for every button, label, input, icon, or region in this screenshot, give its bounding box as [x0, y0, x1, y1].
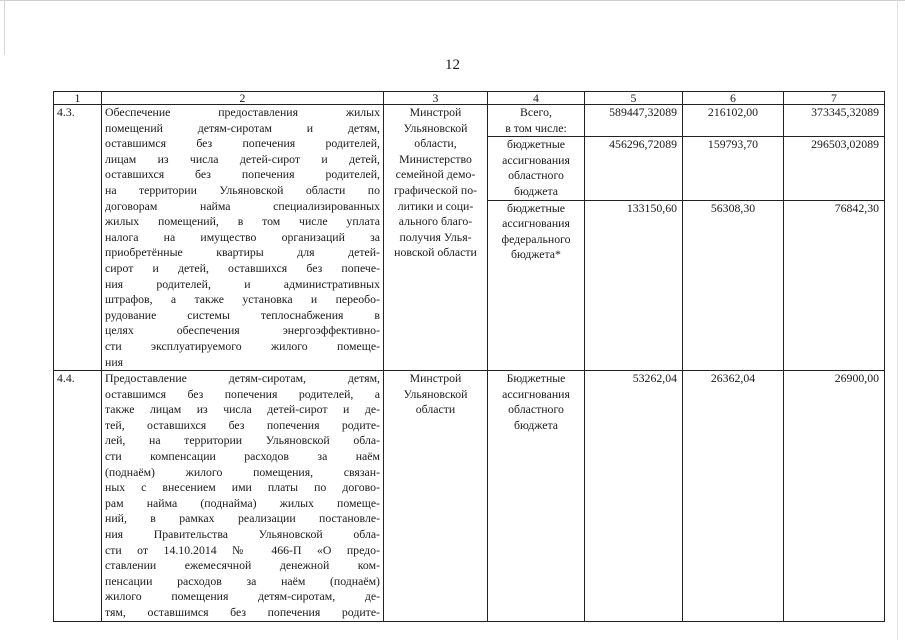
value-col6: 216102,00	[683, 105, 784, 137]
source-line: бюджета*	[511, 247, 561, 262]
source-line: ассигнования	[502, 152, 570, 167]
value-col6: 56308,30	[683, 200, 784, 371]
row-executor	[384, 105, 488, 371]
executor-line: графической по-	[393, 182, 478, 197]
description-line: тей, оставшихся без попечения родите-	[105, 417, 380, 432]
source-line: бюджета	[514, 417, 558, 432]
executor-line: литики и соци-	[397, 198, 474, 213]
source-line: федерального	[501, 231, 571, 246]
description-line: ставлении ежемесячной денежной ком-	[105, 558, 380, 573]
table-row-4-4	[54, 371, 885, 622]
description-line: ния Правительства Ульяновской обла-	[105, 527, 380, 542]
source-line: областного	[508, 168, 564, 183]
description-line: ных с внесением ими платы по догово-	[105, 480, 380, 495]
description-line: ний, в рамках реализации постановле-	[105, 511, 380, 526]
col-header-6: 6	[683, 92, 784, 105]
executor-line: получия Улья-	[399, 229, 472, 244]
source-line: бюджетные	[506, 200, 566, 215]
description-line: лей, на территории Ульяновской обла-	[105, 433, 380, 448]
description-line: рам найма (поднайма) жилых помеще-	[105, 495, 380, 510]
description-line: сирот и детей, оставшихся без попече-	[105, 260, 380, 275]
col-header-1: 1	[54, 92, 102, 105]
scan-edge-right	[897, 0, 898, 640]
value-col7: 373345,32089	[784, 105, 885, 137]
executor-line: Ульяновской	[403, 120, 468, 135]
description-line: Обеспечение предоставления жилых	[105, 105, 380, 119]
description-line: сти компенсации расходов за наём	[105, 449, 380, 464]
value-col7: 76842,30	[784, 200, 885, 371]
description-line: тям, оставшимся без попечения родите-	[105, 605, 380, 619]
col-header-2: 2	[102, 92, 384, 105]
col-header-7: 7	[784, 92, 885, 105]
executor-line: Министерство	[399, 151, 472, 166]
source-line: ассигнования	[502, 386, 570, 401]
source-regional	[488, 137, 585, 200]
row-number: 4.4.	[54, 371, 102, 622]
col-header-3: 3	[384, 92, 488, 105]
page-number: 12	[445, 57, 460, 73]
description-line: Предоставление детям-сиротам, детям,	[105, 371, 380, 386]
value-col5: 589447,32089	[585, 105, 683, 137]
scan-edge-left	[4, 0, 5, 55]
description-line: целях обеспечения энергоэффективно-	[105, 323, 380, 338]
executor-line: новской области	[394, 245, 477, 260]
description-line: также лицам из числа детей-сирот и де-	[105, 402, 380, 417]
source-federal	[488, 200, 585, 371]
value-col6: 26362,04	[683, 371, 784, 622]
col-header-4: 4	[488, 92, 585, 105]
description-line: приобретённые квартиры для детей-	[105, 245, 380, 260]
source-line: бюджета	[514, 183, 558, 198]
description-line: ния родителей, и административных	[105, 276, 380, 291]
executor-line: Минстрой	[409, 371, 462, 386]
source-regional	[488, 371, 585, 622]
budget-table	[53, 91, 885, 622]
value-col5: 133150,60	[585, 200, 683, 371]
value-col7: 296503,02089	[784, 137, 885, 200]
table-row-4-3	[54, 105, 885, 137]
source-line: Бюджетные	[506, 371, 566, 386]
description-line: оставшихся без попечения родителей,	[105, 167, 380, 182]
row-number: 4.3.	[54, 105, 102, 371]
executor-line: ального благо-	[398, 214, 473, 229]
source-line: областного	[508, 402, 564, 417]
executor-line: области	[415, 402, 456, 417]
description-line: жилого помещения детям-сиротам, де-	[105, 589, 380, 604]
source-line: бюджетные	[506, 137, 566, 152]
description-line: оставшимся без попечения родителей, а	[105, 386, 380, 401]
header-row	[54, 92, 885, 105]
row-description	[102, 105, 384, 371]
col-header-5: 5	[585, 92, 683, 105]
description-line: (поднаём) жилого помещения, связан-	[105, 464, 380, 479]
executor-line: Ульяновской	[403, 386, 468, 401]
description-line: на территории Ульяновской области по	[105, 182, 380, 197]
description-line: ния	[105, 354, 124, 369]
description-line: налога на имущество организаций за	[105, 229, 380, 244]
source-line: Всего,	[520, 105, 552, 119]
value-col7: 26900,00	[784, 371, 885, 622]
description-line: штрафов, а также установка и переобо-	[105, 292, 380, 307]
executor-line: области,	[414, 136, 457, 151]
source-line: ассигнования	[502, 216, 570, 231]
description-line: оставшимся без попечения родителей,	[105, 136, 380, 151]
source-line: в том числе:	[505, 120, 567, 135]
value-col5: 53262,04	[585, 371, 683, 622]
description-line: сти от 14.10.2014 № 466-П «О предо-	[105, 542, 380, 557]
source-total	[488, 105, 585, 137]
description-line: помещений детям-сиротам и детям,	[105, 120, 380, 135]
value-col5: 456296,72089	[585, 137, 683, 200]
value-col6: 159793,70	[683, 137, 784, 200]
budget-table-wrapper	[53, 91, 879, 640]
executor-line: семейной демо-	[395, 167, 476, 182]
description-line: лицам из числа детей-сирот и детей,	[105, 151, 380, 166]
description-line: жилых помещений, в том числе уплата	[105, 214, 380, 229]
description-line: пенсации расходов за наём (поднаём)	[105, 573, 380, 588]
scan-edge-top	[0, 0, 905, 1]
description-line: сти эксплуатируемого жилого помеще-	[105, 338, 380, 353]
executor-line: Минстрой	[409, 105, 462, 119]
row-description	[102, 371, 384, 622]
description-line: договорам найма специализированных	[105, 198, 380, 213]
description-line: рудование системы теплоснабжения в	[105, 307, 380, 322]
row-executor	[384, 371, 488, 622]
